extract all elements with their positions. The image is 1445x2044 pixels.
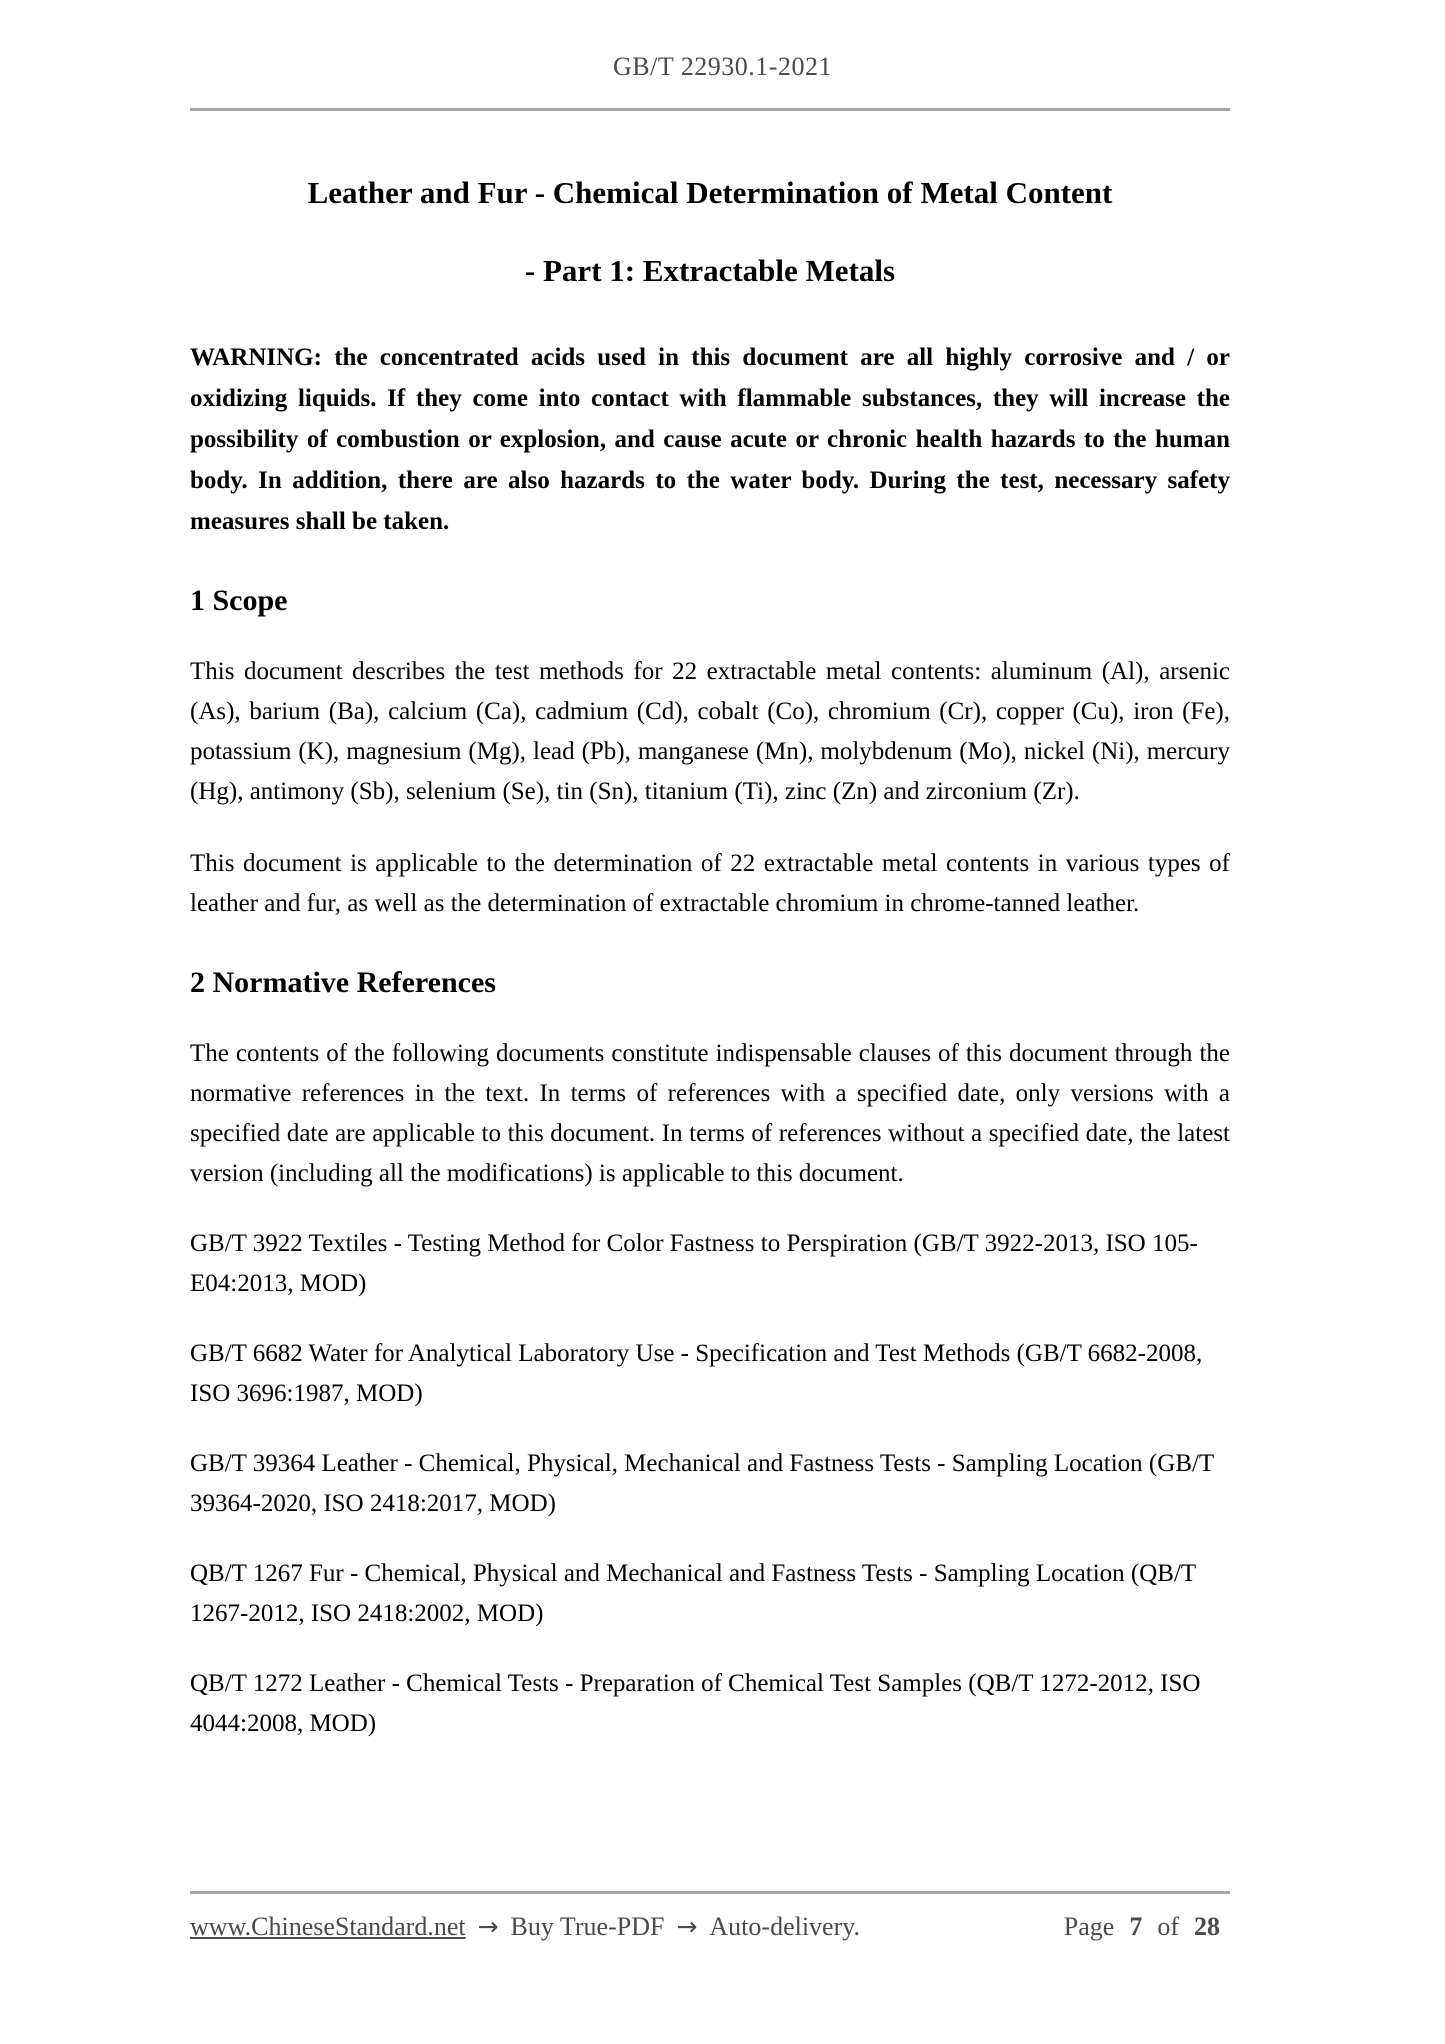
section-heading-normative-references: 2 Normative References: [190, 966, 496, 999]
warning-paragraph: WARNING: the concentrated acids used in this document are all highly corrosive and / or oxidizing liquids. If they come into contact with flammable substances, they will increase the possibility of combustion or explosion, and cause acute or chronic health hazards to the human body. In addition, there are also hazards to the water body. During the test, necessary safety measures shall be taken.: [190, 344, 1230, 535]
document-title-line-1: Leather and Fur - Chemical Determination of Metal Content: [307, 175, 1113, 210]
arrow-icon: →: [477, 1912, 499, 1941]
footer-buy-label: Buy True-PDF: [510, 1912, 665, 1941]
document-title-line-2: - Part 1: Extractable Metals: [524, 253, 896, 288]
scope-paragraph-1: This document describes the test methods for 22 extractable metal contents: aluminum (Al), arsenic (As), barium (Ba), calcium (Ca), cadmium (Cd), cobalt (Co), chromium (Cr), copper (Cu), iron (Fe), potassium (K), magnesium (Mg), lead (Pb), manganese (Mn), molybdenum (Mo), nickel (Ni), mercury (Hg), antimony (Sb), selenium (Se), tin (Sn), titanium (Ti), zinc (Zn) and zirconium (Zr).: [190, 658, 1230, 805]
of-label: of: [1157, 1912, 1179, 1941]
section-heading-scope: 1 Scope: [190, 584, 288, 617]
reference-item: GB/T 39364 Leather - Chemical, Physical, Mechanical and Fastness Tests - Sampling Location (GB/T 39364-2020, ISO 2418:2017, MOD): [190, 1450, 1214, 1517]
normative-references-intro: The contents of the following documents constitute indispensable clauses of this document through the normative references in the text. In terms of references with a specified date, only versions with a specified date are applicable to this document. In terms of references without a specified date, the latest version (including all the modifications) is applicable to this document.: [190, 1040, 1230, 1187]
page-total: 28: [1194, 1912, 1220, 1941]
footer-site-link[interactable]: www.ChineseStandard.net: [190, 1912, 466, 1941]
scope-paragraph-2: This document is applicable to the determination of 22 extractable metal contents in various types of leather and fur, as well as the determination of extractable chromium in chrome-tanned leather.: [190, 850, 1230, 917]
page-current: 7: [1129, 1912, 1143, 1941]
page-label: Page: [1063, 1912, 1115, 1941]
reference-item: GB/T 6682 Water for Analytical Laboratory Use - Specification and Test Methods (GB/T 6682-2008, ISO 3696:1987, MOD): [190, 1340, 1203, 1407]
reference-item: QB/T 1267 Fur - Chemical, Physical and Mechanical and Fastness Tests - Sampling Location (QB/T 1267-2012, ISO 2418:2002, MOD): [190, 1560, 1196, 1627]
reference-item: QB/T 1272 Leather - Chemical Tests - Preparation of Chemical Test Samples (QB/T 1272-2012, ISO 4044:2008, MOD): [190, 1670, 1201, 1737]
page-indicator: [1064, 1912, 1220, 1942]
reference-item: GB/T 3922 Textiles - Testing Method for Color Fastness to Perspiration (GB/T 3922-2013, ISO 105-E04:2013, MOD): [190, 1230, 1198, 1297]
footer-delivery-label: Auto-delivery.: [709, 1912, 861, 1941]
arrow-icon: →: [676, 1912, 698, 1941]
page-footer: [190, 1891, 1230, 1942]
doc-number: GB/T 22930.1-2021: [613, 52, 832, 81]
document-body: [190, 173, 1230, 1744]
footer-links: [190, 1912, 860, 1942]
header-divider: [190, 108, 1230, 111]
